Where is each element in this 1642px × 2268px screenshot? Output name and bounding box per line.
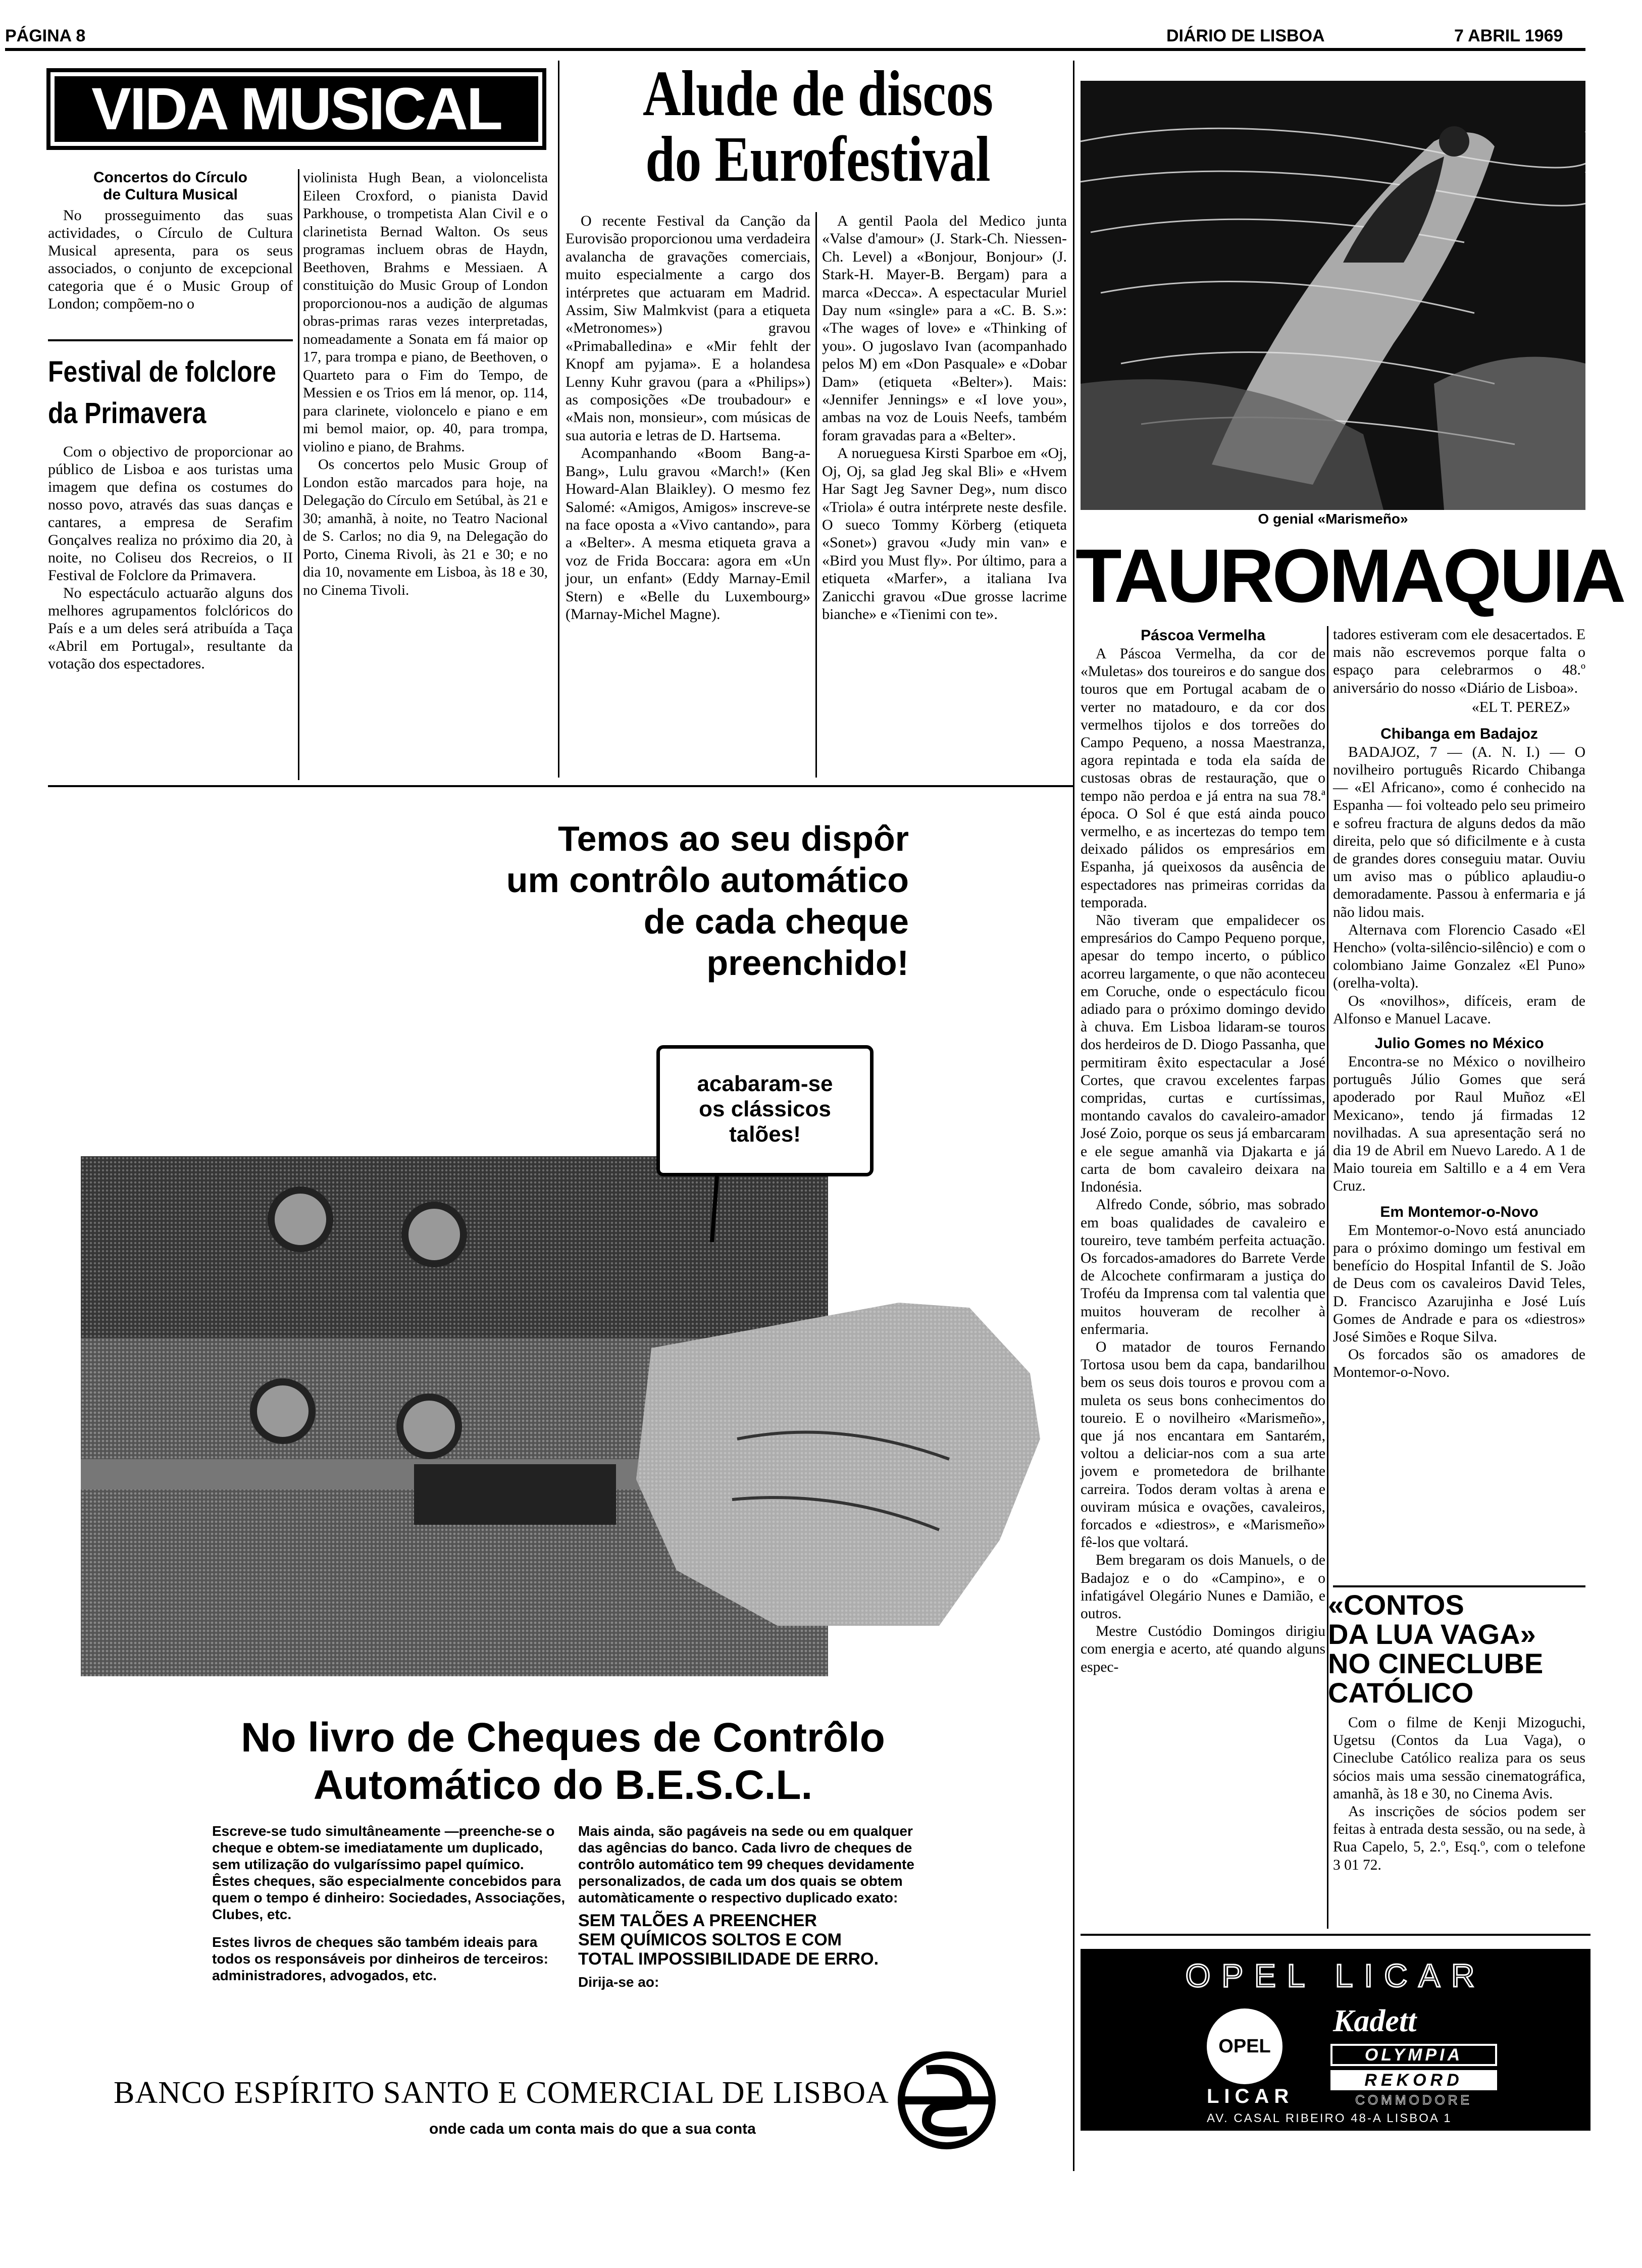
ad-sub-1: No livro de Cheques de Contrôlo [241, 1715, 885, 1761]
bank-name: BANCO ESPÍRITO SANTO E COMERCIAL DE LISBOA [114, 2076, 889, 2110]
top-section-rule [48, 785, 1073, 787]
festival-title-2: da Primavera [48, 397, 207, 430]
alude-col2-p2: A norueguesa Kirsti Sparboe em «Oj, Oj, Oj, sa glad Jeg skal Bli» e «Hvem Har Sagt Jeg Savner Deg», num disco «Triola» é outra intérprete neste desfile. O sueco Tommy Körberg (etiqueta «Sonet») gravou «Judy min van» e «Bird you Must fly». Por último, para a etiqueta «Marfer», a italiana Iva Zanicchi gravou «Due grosse lacrime bianche» e «Tienimi con te». [822, 445, 1067, 623]
bubble-line-1: acabaram-se [697, 1071, 833, 1096]
cine-head-2: DA LUA VAGA» [1328, 1618, 1536, 1650]
cine-body-1: Com o filme de Kenji Mizoguchi, Ugetsu (Contos da Lua Vaga), o Cineclube Católico realiza para os seus sócios mais uma sessão cinematográfica, amanhã, às 18 e 30, no Cinema Avis. [1333, 1715, 1585, 1802]
tauro-right-column [1333, 626, 1585, 1382]
opel-badge-icon [1207, 2008, 1282, 2084]
alude-col2-p1: A gentil Paola del Medico junta «Valse d'amour» (J. Stark-Ch. Niessen-Ch. Level) a «Bonjour, Bonjour» (J. Stark-H. Mayer-B. Bergam) para a marca «Decca». A espectacular Muriel Day num «single» para a «C. B. S.»: «The wages of love» e «Thinking of you». O jugoslavo Ivan (acompanhado pelos M) em «Don Pasquale» e «Dobar Dam» (etiqueta «Belter»). Mais: «Jennifer Jennings» e «I love you», ambas na voz de Louis Neefs, também foram gravadas para a «Belter». [822, 213, 1067, 444]
bank-logo-icon [896, 2050, 997, 2151]
alude-col1-p1: O recente Festival da Canção da Eurovisão proporcionou uma verdadeira avalancha de gravações comerciais, muito especialmente a cargo dos intérpretes que actuaram em Madrid. Assim, Siw Malmkvist (para a etiqueta «Metronomes») gravou «Primaballedina» e «Mir fehlt der Knopf am pyjama». E a holandesa Lenny Kuhr gravou (para a «Philips») as composições «De troubadour» e «Mais non, monsieur», com músicas de sua autoria e letras de D. Hartsema. [566, 213, 810, 444]
author-signature: «EL T. PEREZ» [1471, 698, 1570, 715]
bank-slogan: onde cada um conta mais do que a sua conta [429, 2121, 756, 2137]
montemor-body-2: Os forcados são os amadores de Montemor-o-Novo. [1333, 1347, 1585, 1381]
opel-licar-ad [1081, 1949, 1590, 2131]
model-rekord: REKORD [1330, 2070, 1497, 2090]
right-column-rule [1073, 61, 1074, 2171]
tauro-column-rule [1327, 626, 1328, 1929]
pascoa-body-3: Alfredo Conde, sóbrio, mas sobrado em boas qualidades de cavaleiro e toureiro, teve também perfeita actuação. Os forcados-amadores do Barrete Verde de Alcochete confirmaram a justiça do Troféu da Imprensa com tal valentia que muitos houveram de recolher à enfermaria. [1081, 1197, 1325, 1337]
header-rule [5, 48, 1585, 51]
concertos-article [48, 169, 293, 313]
alude-title-2: do Eurofestival [645, 123, 991, 195]
festival-article [48, 351, 293, 673]
ad-subheadline [172, 1714, 954, 1809]
cine-top-rule [1333, 1585, 1585, 1587]
issue-date: 7 ABRIL 1969 [1454, 26, 1563, 45]
alude-title-1: Alude de discos [642, 58, 994, 129]
opel-top-rule [1081, 1934, 1590, 1936]
cine-head-4: CATÓLICO [1328, 1677, 1474, 1709]
chibanga-body-3: Os «novilhos», difíceis, eram de Alfonso e Manuel Lacave. [1333, 993, 1585, 1027]
pascoa-body-2: Não tiveram que empalidecer os empresários do Campo Pequeno porque, apesar do tempo incerto, o público acorreu largamente, o que não aconteceu em Coruche, onde o espectáculo ficou adiado para o próximo domingo devido à chuva. Em Lisboa lidaram-se touros dos herdeiros de D. Diogo Passanha, que permitiram êxito espectacular a José Cortes, que cravou excelentes farpas compridas, curtas e curtíssimas, montando cavalos do cavaleiro-amador José Zoio, porque os seus já embarcaram e ele segue amanhã via Djakarta e já carta de bom cavaleiro deixara na Indonésia. [1081, 912, 1325, 1196]
model-kadett: Kadett [1333, 2004, 1417, 2038]
concertos-title-1: Concertos do Círculo [93, 169, 248, 186]
concertos-body-left: No prosseguimento das suas actividades, o Círculo de Cultura Musical apresenta, para os seus associados, o conjunto de excepcional categoria que é o Music Group of London; compõem-no o [48, 207, 293, 312]
alude-headline [566, 58, 1070, 195]
cine-head-1: «CONTOS [1328, 1589, 1464, 1621]
chibanga-body-2: Alternava com Florencio Casado «El Hencho» (volta-silêncio-silêncio) e com o colombiano Jaime Gonzalez «El Puno» (orelha-volta). [1333, 921, 1585, 992]
ad-right-copy-1: Mais ainda, são pagáveis na sede ou em qualquer das agências do banco. Cada livro de cheques de contrôlo automático tem 99 cheques devidamente personalizados, de cada um dos quais se obtem automàticamente o respectivo duplicado exato: [578, 1823, 914, 1905]
festival-body-1: Com o objectivo de proporcionar ao público de Lisboa e aos turistas uma imagem que defina os costumes do nosso povo, através das suas danças e cantares, a empresa de Serafim Gonçalves realiza no próximo dia 20, à noite, no Coliseu dos Recreios, o II Festival de Folclore da Primavera. [48, 443, 293, 584]
ad-right-dirija: Dirija-se ao: [578, 1974, 659, 1990]
alude-column-rule [815, 212, 817, 778]
bubble-line-2: os clássicos [699, 1097, 831, 1121]
speech-bubble [656, 1045, 874, 1176]
ad-right-caps-3: TOTAL IMPOSSIBILIDADE DE ERRO. [578, 1949, 879, 1969]
ad-headline-2: um contrôlo automático [506, 860, 909, 900]
pascoa-head: Páscoa Vermelha [1141, 627, 1265, 644]
page-number: PÁGINA 8 [5, 26, 86, 45]
ad-headline [353, 818, 909, 984]
ad-left-copy-2: Estes livros de cheques são também ideais para todos os responsáveis por dinheiros de terceiros: administradores, advogados, etc. [212, 1934, 548, 1983]
alude-col1-p2: Acompanhando «Boom Bang-a-Bang», Lulu gravou «March!» (Ken Howard-Alan Blaikley). O mesmo fez Salomé: «Amigos, Amigos» inscreve-se na face oposta a «Vivo cantando», para a «Belter». A mesma etiqueta grava a voz de Frida Boccara: agora em «Un jour, un enfant» (Eddy Marnay-Emil Stern) e «Belle du Luxembourg» (Marnay-Michel Magne). [566, 445, 810, 623]
julio-head: Julio Gomes no México [1374, 1035, 1544, 1052]
marismeno-drawing [1081, 81, 1585, 510]
pascoa-article [1081, 626, 1325, 1676]
pascoa-body-1: A Páscoa Vermelha, da cor de «Muletas» dos toureiros e do sangue dos touros que em Portugal acabam de o verter no matadouro, e da cor dos vermelhos tijolos e dos torreões do Campo Pequeno, a nossa Maestranza, agora repintada e toda ela saída de custosas obras de restauração, que o tempo não perdoa e já entra na sua 78.ª época. O Sol é que está ainda pouco vermelho, e as incertezas do tempo tem deixado pálidos os empresários em Espanha, já queixosos da ausência de espectadores nas primeiras corridas da temporada. [1081, 646, 1325, 911]
concertos-body-right-2: Os concertos pelo Music Group of London estão marcados para hoje, na Delegação do Círculo em Setúbal, às 21 e 30; amanhã, à noite, no Teatro Nacional de S. Carlos; no dia 9, na Delegação do Porto, Cinema Rivoli, às 21 e 30; e no dia 10, novamente em Lisboa, às 18 e 30, no Cinema Tivoli. [303, 456, 548, 598]
vida-musical-banner [46, 68, 546, 150]
chibanga-head: Chibanga em Badajoz [1380, 725, 1538, 742]
ad-headline-4: preenchido! [706, 943, 909, 983]
ad-sub-2: Automático do B.E.S.C.L. [313, 1762, 813, 1808]
pascoa-cont: tadores estiveram com ele desacertados. E mais não escrevemos porque falta o espaço para celebrarmos o 48.º aniversário do nosso «Diário de Lisboa». [1333, 627, 1585, 696]
alude-col-1 [566, 212, 810, 623]
ad-headline-1: Temos ao seu dispôr [558, 819, 909, 858]
cineclube-article [1333, 1714, 1585, 1874]
montemor-body-1: Em Montemor-o-Novo está anunciado para o próximo domingo um festival em benefício do Hospital Infantil de S. João de Deus com os cavaleiros David Teles, D. Francisco Azarujinha e José Luís Gomes de Andrade e para os «diestros» José Simões e Roque Silva. [1333, 1222, 1585, 1345]
ad-right-caps-2: SEM QUÍMICOS SOLTOS E COM [578, 1930, 842, 1949]
cine-body-2: As inscrições de sócios podem ser feitas à entrada desta sessão, ou na sede, à Rua Capelo, 5, 2.º, Esq.º, com o telefone 3 01 72. [1333, 1803, 1585, 1873]
bubble-line-3: talões! [729, 1122, 801, 1147]
opel-brand: OPEL LICAR [1185, 1957, 1486, 1994]
montemor-head: Em Montemor-o-Novo [1380, 1203, 1538, 1220]
festival-title-1: Festival de folclore [48, 355, 276, 388]
cheque-book-photo [81, 1156, 1040, 1686]
pascoa-body-6: Mestre Custódio Domingos dirigiu com energia e acerto, até quando alguns espec- [1081, 1623, 1325, 1675]
cine-head-3: NO CINECLUBE [1328, 1647, 1544, 1679]
concertos-divider [48, 339, 293, 341]
model-olympia: OLYMPIA [1330, 2044, 1497, 2066]
ad-right-copy [578, 1823, 932, 1990]
vida-musical-title: VIDA MUSICAL [55, 76, 538, 142]
drawing-caption: O genial «Marismeño» [1258, 511, 1408, 527]
concertos-article-cont [303, 169, 548, 599]
ad-right-caps-1: SEM TALÕES A PREENCHER [578, 1911, 817, 1930]
opel-badge-text: OPEL [1218, 2036, 1271, 2057]
vida-column-rule [298, 169, 299, 780]
newspaper-name: DIÁRIO DE LISBOA [1166, 26, 1325, 45]
concertos-body-right: violinista Hugh Bean, a violoncelista Eileen Croxford, o pianista David Parkhouse, o trompetista Alan Civil e o clarinetista Bernad Walton. Os seus programas incluem obras de Haydn, Beethoven, Brahms e Messiaen. A constituição do Music Group of London proporcionou-nos a audição de algumas obras-primas raras vezes interpretadas, nomeadamente a Sonata em fá maior op 17, para trompa e piano, de Beethoven, o Quarteto para o Fim do Tempo, de Messien e os Trios em lá menor, op. 114, para clarinete, violoncelo e piano e em mi bemol maior, op. 40, para trompa, violino e piano, de Brahms. [303, 170, 548, 455]
pascoa-body-5: Bem bregaram os dois Manuels, o de Badajoz e o do «Campino», e o infatigável Olegário Nunes e Damião, e outros. [1081, 1552, 1325, 1622]
cineclube-headline [1328, 1590, 1590, 1708]
ad-left-copy-1: Escreve-se tudo simultâneamente —preenche-se o cheque e obtem-se imediatamente um duplicado, sem utilização do vulgaríssimo papel químico. Êstes cheques, são especialmente concebidos para quem o tempo é dinheiro: Sociedades, Associações, Clubes, etc. [212, 1823, 566, 1922]
tauromaquia-title: TAUROMAQUIA [1075, 533, 1624, 618]
alude-col-2 [822, 212, 1067, 623]
licar-address: AV. CASAL RIBEIRO 48-A LISBOA 1 [1207, 2111, 1452, 2125]
licar-name: LICAR [1207, 2085, 1294, 2107]
model-commodore: COMMODORE [1355, 2092, 1472, 2107]
julio-body: Encontra-se no México o novilheiro português Júlio Gomes que será apoderado por Raul Muñoz «El Mexicano», tendo já firmadas 12 novilhadas. A sua apresentação será no dia 19 de Abril em Nuevo Laredo. A 1 de Maio toureia em Saltillo e a 4 em Vera Cruz. [1333, 1054, 1585, 1195]
festival-body-2: No espectáculo actuarão alguns dos melhores agrupamentos folclóricos do País e a um deles será atribuída a Taça «Abril em Portugal», resultante da votação dos espectadores. [48, 585, 293, 672]
chibanga-body-1: BADAJOZ, 7 — (A. N. I.) — O novilheiro português Ricardo Chibanga — «El Africano», como é conhecido na Espanha — foi volteado pelo seu primeiro e sofreu fractura de alguns dedos da mão direita, pelo que só dificilmente e à custa de grandes dores conseguiu matar. Ouviu um aviso mas o público aplaudiu-o demoradamente. Passou à enfermaria e já não lidou mais. [1333, 744, 1585, 920]
alude-left-rule [558, 61, 559, 778]
ad-left-copy [212, 1823, 566, 1984]
concertos-title-2: de Cultura Musical [103, 186, 238, 203]
pascoa-body-4: O matador de touros Fernando Tortosa usou bem da capa, bandarilhou bem os seus dois touros e provou com a muleta os seus bons conhecimentos do toureio. E o novilheiro «Marismeño», que já nos encantara em Santarém, voltou a deliciar-nos com a sua arte jovem e prometedora de brilhante carreira. Todos deram voltas à arena e ouviram música e ovações, cavaleiros, forcados e «diestros», e «Marismeño» fê-los que voltará. [1081, 1338, 1325, 1551]
ad-headline-3: de cada cheque [643, 902, 909, 941]
